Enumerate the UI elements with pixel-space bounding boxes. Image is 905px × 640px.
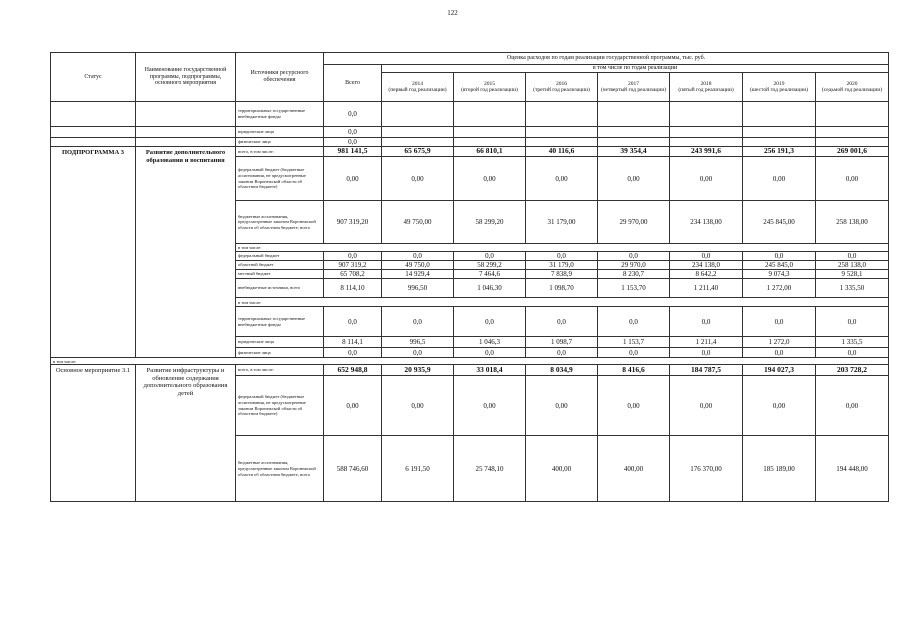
value-cell-empty: [816, 138, 889, 147]
year-label: 2020: [846, 80, 858, 87]
total-cell: 0,00: [324, 157, 382, 201]
value-cell-empty: [382, 102, 454, 127]
value-cell: 0,00: [743, 376, 816, 436]
value-cell: 1 098,7: [526, 337, 598, 348]
value-cell-empty: [670, 127, 743, 138]
year-label: 2018: [700, 80, 712, 87]
year-sub: (второй год реализации): [461, 87, 518, 93]
header-year-2017: [598, 73, 670, 102]
source-cell: территориальные государственные внебюджетные фонды: [236, 102, 324, 127]
value-cell: 1 272,0: [743, 337, 816, 348]
value-cell: 234 138,00: [670, 201, 743, 244]
value-cell: 0,0: [526, 252, 598, 261]
value-cell-empty: [743, 138, 816, 147]
year-sub: (четвертый год реализации): [600, 87, 667, 93]
value-cell: 0,0: [670, 252, 743, 261]
value-cell-empty: [454, 138, 526, 147]
value-cell: 49 750,00: [382, 201, 454, 244]
value-cell: 258 138,0: [816, 261, 889, 270]
value-cell-empty: [743, 127, 816, 138]
value-cell-empty: [526, 127, 598, 138]
value-cell: 0,0: [816, 252, 889, 261]
year-label: 2019: [773, 80, 785, 87]
value-cell: 0,00: [816, 157, 889, 201]
value-cell: 7 464,6: [454, 270, 526, 279]
table-row: [51, 102, 889, 127]
value-cell: 8 642,2: [670, 270, 743, 279]
value-cell: 996,50: [382, 279, 454, 298]
program-name-cell: Развитие инфраструктуры и обновление содержания дополнительного образования детей: [136, 365, 236, 502]
header-name: Наименование государственной программы, подпрограммы, основного мероприятия: [136, 53, 236, 102]
total-cell: 8 114,1: [324, 337, 382, 348]
status-cell: ПОДПРОГРАММА 3: [51, 147, 136, 358]
header-year-2016: [526, 73, 598, 102]
header-including: в том числе по годам реализации: [382, 65, 889, 73]
value-cell: 245 845,0: [743, 261, 816, 270]
value-cell: 0,00: [598, 157, 670, 201]
header-year-2020: [816, 73, 889, 102]
total-cell: 65 708,2: [324, 270, 382, 279]
value-cell: 184 787,5: [670, 365, 743, 376]
table-row: [51, 127, 889, 138]
value-cell: 25 748,10: [454, 436, 526, 502]
value-cell: 0,0: [743, 252, 816, 261]
source-cell: бюджетные ассигнования, предусмотренные законом Воронежской области об областном бюджете, всего: [236, 436, 324, 502]
value-cell: 243 991,6: [670, 147, 743, 157]
value-cell: 0,0: [382, 252, 454, 261]
value-cell-empty: [382, 127, 454, 138]
value-cell: 49 750,0: [382, 261, 454, 270]
total-cell: 907 319,20: [324, 201, 382, 244]
value-cell-empty: [454, 127, 526, 138]
year-sub: (седьмой год реализации): [821, 87, 883, 93]
name-cell-empty: [136, 127, 236, 138]
value-cell: 9 528,1: [816, 270, 889, 279]
value-cell: 1 046,30: [454, 279, 526, 298]
value-cell: 0,0: [454, 348, 526, 358]
value-cell: 39 354,4: [598, 147, 670, 157]
value-cell: 0,0: [743, 348, 816, 358]
value-cell: 203 728,2: [816, 365, 889, 376]
source-cell: областной бюджет: [236, 261, 324, 270]
value-cell: 65 675,9: [382, 147, 454, 157]
value-cell: 1 153,7: [598, 337, 670, 348]
header-status: Статус: [51, 53, 136, 102]
total-cell: 652 948,8: [324, 365, 382, 376]
value-cell: 0,0: [454, 252, 526, 261]
value-cell-empty: [816, 102, 889, 127]
value-cell: 0,0: [816, 307, 889, 337]
including-note: в том числе:: [236, 298, 889, 307]
total-cell: 588 746,60: [324, 436, 382, 502]
status-cell: Основное мероприятие 3.1: [51, 365, 136, 502]
total-cell: 0,00: [324, 376, 382, 436]
total-cell: 0,0: [324, 102, 382, 127]
value-cell: 58 299,2: [454, 261, 526, 270]
source-cell: федеральный бюджет (бюджетные ассигнования, не предусмотренные законом Воронежской области об областном бюджете): [236, 376, 324, 436]
value-cell: 996,5: [382, 337, 454, 348]
value-cell: 31 179,0: [526, 261, 598, 270]
header-year-2018: [670, 73, 743, 102]
total-cell: 0,0: [324, 348, 382, 358]
value-cell: 0,00: [454, 376, 526, 436]
value-cell: 0,0: [670, 307, 743, 337]
value-cell-empty: [382, 138, 454, 147]
value-cell: 0,00: [670, 157, 743, 201]
value-cell: 1 153,70: [598, 279, 670, 298]
value-cell: 66 810,1: [454, 147, 526, 157]
header-year-2014: [382, 73, 454, 102]
value-cell: 1 335,50: [816, 279, 889, 298]
source-cell: федеральный бюджет (бюджетные ассигнования, не предусмотренные законом Воронежской области об областном бюджете): [236, 157, 324, 201]
value-cell: 40 116,6: [526, 147, 598, 157]
value-cell-empty: [454, 102, 526, 127]
value-cell: 58 299,20: [454, 201, 526, 244]
total-cell: 0,0: [324, 307, 382, 337]
source-cell: юридические лица: [236, 337, 324, 348]
value-cell: 31 179,00: [526, 201, 598, 244]
value-cell: 1 046,3: [454, 337, 526, 348]
value-cell: 0,0: [743, 307, 816, 337]
value-cell: 234 138,0: [670, 261, 743, 270]
year-label: 2014: [412, 80, 423, 87]
source-cell: всего, в том числе:: [236, 147, 324, 157]
total-cell: 0,0: [324, 127, 382, 138]
source-cell: территориальные государственные внебюджетные фонды: [236, 307, 324, 337]
header-row-1: [51, 53, 889, 65]
total-cell: 907 319,2: [324, 261, 382, 270]
value-cell: 0,0: [526, 307, 598, 337]
value-cell: 0,0: [382, 307, 454, 337]
value-cell: 14 929,4: [382, 270, 454, 279]
value-cell: 7 838,9: [526, 270, 598, 279]
header-sources: Источники ресурсного обеспечения: [236, 53, 324, 102]
source-cell: федеральный бюджет: [236, 252, 324, 261]
header-year-2015: [454, 73, 526, 102]
total-cell: 0,0: [324, 252, 382, 261]
value-cell: 0,0: [598, 348, 670, 358]
year-sub: (третий год реализации): [533, 87, 590, 93]
value-cell: 0,00: [526, 157, 598, 201]
table-row: [51, 358, 889, 365]
value-cell: 1 211,4: [670, 337, 743, 348]
program-name-cell: Развитие дополнительного образования и воспитания: [136, 147, 236, 358]
value-cell: 0,00: [382, 157, 454, 201]
value-cell-empty: [526, 102, 598, 127]
status-cell-empty: [51, 102, 136, 127]
source-cell: всего, в том числе:: [236, 365, 324, 376]
including-note: в том числе:: [236, 244, 889, 252]
value-cell: 1 335,5: [816, 337, 889, 348]
value-cell: 8 034,9: [526, 365, 598, 376]
source-cell: юридические лица: [236, 127, 324, 138]
header-year-2019: [743, 73, 816, 102]
value-cell-empty: [743, 102, 816, 127]
table-row: [51, 147, 889, 157]
budget-table: [50, 52, 889, 502]
value-cell: 269 001,6: [816, 147, 889, 157]
page-number: 122: [447, 9, 458, 17]
source-cell: местный бюджет: [236, 270, 324, 279]
table-row: [51, 138, 889, 147]
value-cell: 29 970,00: [598, 201, 670, 244]
value-cell-empty: [670, 102, 743, 127]
year-sub: (пятый год реализации): [678, 87, 734, 93]
value-cell-empty: [598, 138, 670, 147]
value-cell: 0,00: [454, 157, 526, 201]
value-cell: 185 189,00: [743, 436, 816, 502]
value-cell: 8 230,7: [598, 270, 670, 279]
value-cell: 0,0: [816, 348, 889, 358]
value-cell: 0,00: [743, 157, 816, 201]
value-cell: 8 416,6: [598, 365, 670, 376]
value-cell: 245 845,00: [743, 201, 816, 244]
value-cell-empty: [598, 127, 670, 138]
status-cell-empty: [51, 138, 136, 147]
source-cell: физические лица: [236, 348, 324, 358]
value-cell: 1 098,70: [526, 279, 598, 298]
value-cell: 0,0: [382, 348, 454, 358]
value-cell: 0,00: [670, 376, 743, 436]
value-cell: 0,00: [816, 376, 889, 436]
year-label: 2017: [628, 80, 639, 87]
source-cell: бюджетные ассигнования, предусмотренные законом Воронежской области об областном бюджете, всего: [236, 201, 324, 244]
table-row: [51, 365, 889, 376]
value-cell: 0,0: [526, 348, 598, 358]
value-cell: 33 018,4: [454, 365, 526, 376]
value-cell: 0,00: [526, 376, 598, 436]
value-cell-empty: [670, 138, 743, 147]
value-cell: 258 138,00: [816, 201, 889, 244]
value-cell-empty: [816, 127, 889, 138]
year-label: 2016: [556, 80, 567, 87]
name-cell-empty: [136, 102, 236, 127]
source-cell: внебюджетные источники, всего: [236, 279, 324, 298]
value-cell: 194 448,00: [816, 436, 889, 502]
value-cell: 29 970,0: [598, 261, 670, 270]
value-cell: 0,0: [598, 252, 670, 261]
value-cell: 400,00: [526, 436, 598, 502]
value-cell: 194 027,3: [743, 365, 816, 376]
value-cell: 20 935,9: [382, 365, 454, 376]
value-cell: 1 272,00: [743, 279, 816, 298]
status-cell-empty: [51, 127, 136, 138]
table-body: [51, 53, 889, 502]
year-label: 2015: [484, 80, 495, 87]
value-cell: 176 370,00: [670, 436, 743, 502]
total-cell: 981 141,5: [324, 147, 382, 157]
year-sub: (шестой год реализации): [749, 87, 809, 93]
header-total: Всего: [324, 65, 382, 102]
header-estimate: Оценка расходов по годам реализации государственной программы, тыс. руб.: [324, 53, 889, 65]
value-cell-empty: [526, 138, 598, 147]
source-cell: физические лица: [236, 138, 324, 147]
value-cell: 0,00: [598, 376, 670, 436]
value-cell: 0,0: [670, 348, 743, 358]
value-cell: 6 191,50: [382, 436, 454, 502]
value-cell: 0,0: [454, 307, 526, 337]
total-cell: 8 114,10: [324, 279, 382, 298]
including-note: в том числе:: [51, 358, 889, 365]
value-cell: 9 074,3: [743, 270, 816, 279]
total-cell: 0,0: [324, 138, 382, 147]
value-cell: 1 211,40: [670, 279, 743, 298]
value-cell-empty: [598, 102, 670, 127]
value-cell: 256 191,3: [743, 147, 816, 157]
value-cell: 0,0: [598, 307, 670, 337]
value-cell: 400,00: [598, 436, 670, 502]
value-cell: 0,00: [382, 376, 454, 436]
name-cell-empty: [136, 138, 236, 147]
year-sub: (первый год реализации): [388, 87, 447, 93]
